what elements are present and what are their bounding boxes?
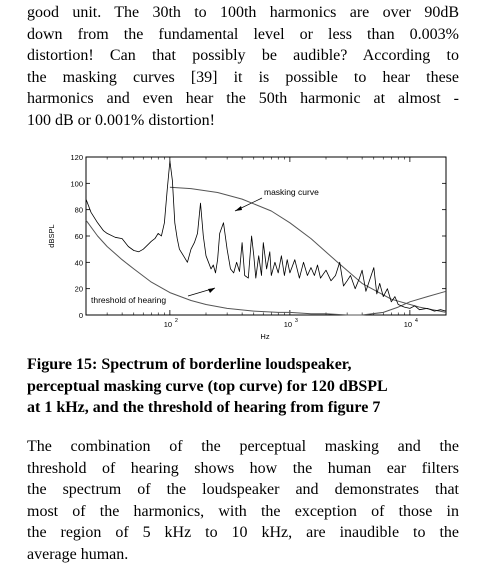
- threshold-annotation: threshold of hearing: [91, 295, 167, 305]
- x-tick-exponent: 4: [414, 318, 418, 324]
- x-axis-label: Hz: [260, 332, 270, 341]
- x-tick-exponent: 3: [294, 318, 298, 324]
- paragraph-bottom-line-2: threshold of hearing shows how the human ear filters: [27, 459, 459, 477]
- plot-frame: [86, 157, 446, 315]
- x-tick-exponent: 2: [174, 318, 178, 324]
- y-tick-label: 20: [74, 284, 83, 294]
- y-tick-label: 100: [70, 179, 83, 189]
- x-tick-label: 10: [403, 320, 413, 329]
- y-axis-label: dBSPL: [47, 224, 56, 248]
- chart-curves: [86, 161, 446, 315]
- paragraph-bottom-line-4: most of the harmonics, with the exception of those in: [27, 502, 459, 520]
- threshold-arrowhead: [208, 288, 215, 293]
- caption-line-2: perceptual masking curve (top curve) for 120 dBSPL: [27, 377, 388, 395]
- masking-curve-arrowhead: [235, 206, 242, 211]
- x-tick-label: 10: [163, 320, 173, 329]
- paragraph-top-line-4: the masking curves [39] it is possible to hear these: [27, 68, 459, 86]
- spectrum-line: [86, 161, 446, 311]
- y-tick-label: 60: [74, 232, 83, 241]
- paragraph-bottom-line-6: average human.: [27, 545, 129, 563]
- chart-axes: [86, 157, 446, 315]
- caption-line-1: Figure 15: Spectrum of borderline loudspeaker,: [27, 356, 352, 373]
- y-tick-label: 40: [74, 258, 83, 268]
- paragraph-top-line-6: 100 dB or 0.001% distortion!: [27, 111, 215, 129]
- paragraph-bottom-line-1: The combination of the perceptual masking and the: [27, 438, 459, 455]
- figure-caption: [27, 354, 459, 419]
- y-tick-label: 0: [78, 311, 83, 320]
- paragraph-bottom-line-3: the spectrum of the loudspeaker and demonstrates that: [27, 481, 459, 499]
- paragraph-top-line-5: harmonics and even hear the 50th harmonic at almost -: [27, 90, 459, 108]
- caption-line-3: at 1 kHz, and the threshold of hearing from figure 7: [27, 399, 381, 417]
- masking-curve-annotation: masking curve: [264, 187, 319, 197]
- y-tick-label: 120: [70, 153, 83, 162]
- x-tick-label: 10: [283, 320, 293, 329]
- masking-curve-line: [170, 187, 446, 312]
- y-tick-label: 80: [74, 205, 83, 215]
- spectrum-figure: [40, 148, 460, 348]
- paragraph-top: [27, 2, 459, 132]
- paragraph-top-line-1: good unit. The 30th to 100th harmonics are over 90dB: [27, 4, 459, 21]
- paragraph-top-line-2: down from the fundamental level or less than 0.003%: [27, 25, 459, 43]
- paragraph-bottom-line-5: the region of 5 kHz to 10 kHz, are inaudible to the: [27, 524, 459, 542]
- spectrum-chart: [40, 148, 460, 348]
- paragraph-bottom: [27, 436, 459, 566]
- paragraph-top-line-3: distortion! Can that possibly be audible? According to: [27, 47, 459, 65]
